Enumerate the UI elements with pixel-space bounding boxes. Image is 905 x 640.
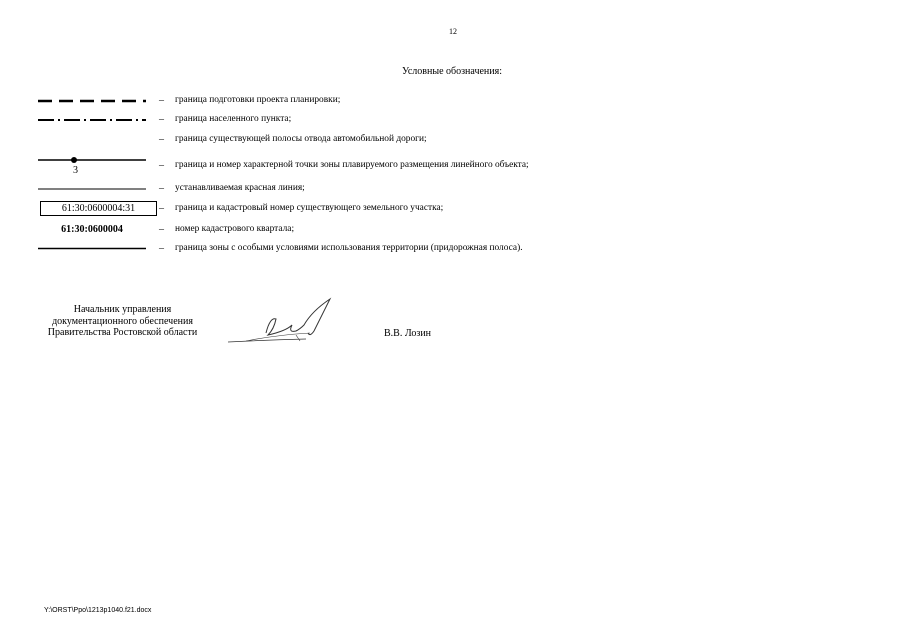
footer-file-path: Y:\ORST\Ppo\1213p1040.f21.docx [44,607,152,614]
legend-dash: – [159,243,164,254]
legend-item-roadside-zone [38,243,658,261]
legend-text: граница подготовки проекта планировки; [175,95,341,105]
legend-text: граница населенного пункта; [175,114,292,124]
legend-dash: – [159,160,164,171]
legend-item-characteristic-point [38,156,658,180]
position-line: Начальник управления [73,304,172,315]
legend-text: граница зоны с особыми условиями использования территории (придорожная полоса). [175,243,523,253]
legend-text: номер кадастрового квартала; [175,224,295,234]
position-line: документационного обеспечения [52,315,193,327]
legend-dash: – [159,224,164,235]
dashed-line-symbol [38,99,146,103]
point-number: 3 [73,165,78,176]
thin-line-symbol [38,188,146,191]
legend-item-red-line [38,183,658,201]
boxed-cadastral-number: 61:30:0600004:31 [40,201,157,216]
legend-item-project-boundary [38,95,658,113]
dash-dot-line-symbol [38,118,146,122]
solid-line-symbol [38,247,146,250]
signatory-name: В.В. Лозин [384,328,432,339]
signatory-position [40,304,205,339]
page-number: 12 [449,27,457,36]
legend-item-cadastral-quarter [38,224,658,242]
legend-item-land-plot [38,201,658,219]
legend-dash: – [159,134,164,145]
legend-item-settlement-boundary [38,114,658,132]
legend-text: граница и кадастровый номер существующего земельного участка; [175,203,444,213]
line-with-point-symbol [38,156,146,164]
position-line: Правительства Ростовской области [47,327,198,338]
legend-dash: – [159,203,164,214]
legend-dash: – [159,95,164,106]
legend-dash: – [159,183,164,194]
legend-item-road-strip-boundary [38,134,658,152]
legend-text: граница существующей полосы отвода автомобильной дороги; [175,134,427,144]
legend-text: устанавливаемая красная линия; [175,183,305,193]
legend-text: граница и номер характерной точки зоны плавируемого размещения линейного объекта; [175,160,529,170]
bold-cadastral-quarter: 61:30:0600004 [61,224,123,235]
legend-title: Условные обозначения: [401,66,502,77]
handwritten-signature [226,295,336,345]
legend-dash: – [159,114,164,125]
